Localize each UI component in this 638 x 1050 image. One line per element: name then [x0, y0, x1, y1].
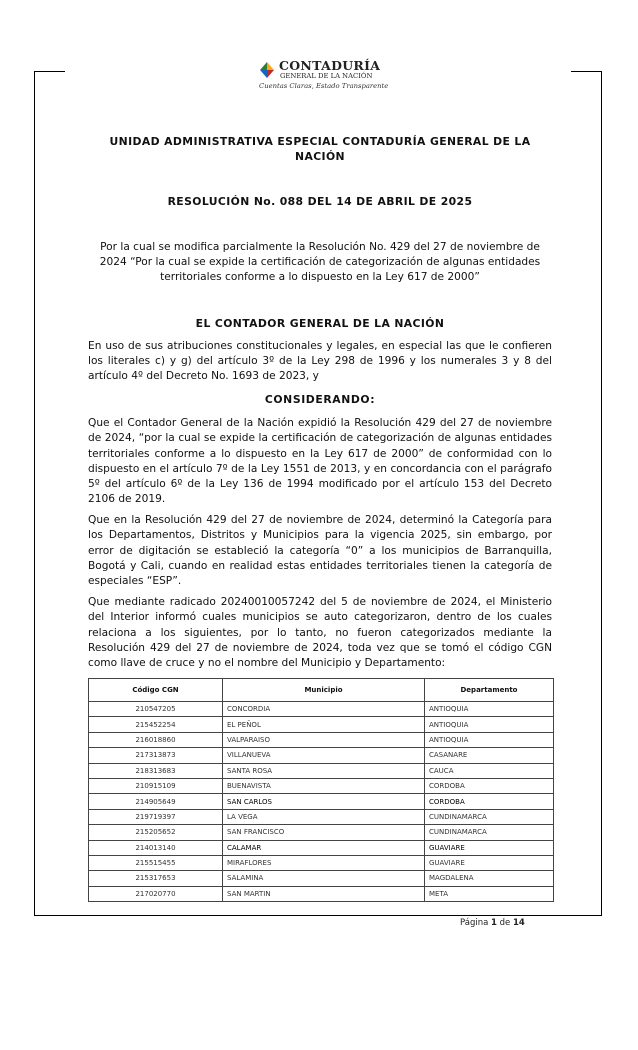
cell-code: 215452254	[89, 717, 223, 732]
frame-corner-top-left	[34, 71, 65, 72]
header-departamento: Departamento	[425, 679, 554, 702]
intro-paragraph: En uso de sus atribuciones constitucionales y legales, en especial las que le confieren los literales c) y g) del artículo 3º de la Ley 298 de 1996 y los numerales 3 y 8 del artículo 4º del Decreto No. 1693 de 2023, y	[88, 340, 552, 382]
cell-municipio: VALPARAISO	[223, 732, 425, 747]
cell-municipio: SAN FRANCISCO	[223, 825, 425, 840]
frame-right-border	[601, 71, 602, 916]
logo-subtitle: GENERAL DE LA NACIÓN	[280, 72, 373, 80]
cell-departamento: GUAVIARE	[425, 855, 554, 870]
cell-municipio: SALAMINA	[223, 871, 425, 886]
cell-code: 217313873	[89, 748, 223, 763]
municipalities-table	[88, 678, 553, 902]
table-row	[89, 871, 554, 886]
considerando-paragraph-3: Que mediante radicado 20240010057242 del 5 de noviembre de 2024, el Ministerio del Interior informó cuales municipios se auto categorizaron, dentro de los cuales relaciona a los siguientes, por lo tanto, no fueron categorizados mediante la Resolución 429 del 27 de noviembre de 2024, toda vez que se tomó el código CGN como llave de cruce y no el nombre del Municipio y Departamento:	[88, 596, 552, 670]
considerando-paragraph-2: Que en la Resolución 429 del 27 de noviembre de 2024, determinó la Categoría para los Departamentos, Distritos y Municipios para la vigencia 2025, sin embargo, por error de digitación se estableció la categoría “0” a los municipios de Barranquilla, Bogotá y Cali, cuando en realidad estas entidades territoriales tienen la categoría de especiales “ESP”.	[88, 514, 552, 588]
resolution-number: RESOLUCIÓN No. 088 DEL 14 DE ABRIL DE 2025	[167, 195, 473, 208]
cell-departamento: GUAVIARE	[425, 840, 554, 855]
cell-municipio: MIRAFLORES	[223, 855, 425, 870]
header-codigo-cgn: Código CGN	[89, 679, 223, 702]
table-row	[89, 717, 554, 732]
cell-code: 214013140	[89, 840, 223, 855]
cell-departamento: ANTIOQUIA	[425, 717, 554, 732]
cell-municipio: VILLANUEVA	[223, 748, 425, 763]
cell-departamento: CUNDINAMARCA	[425, 809, 554, 824]
page-current: 1	[491, 918, 497, 928]
considerando-heading: CONSIDERANDO:	[264, 393, 376, 406]
table-row	[89, 886, 554, 901]
table-row	[89, 748, 554, 763]
cell-municipio: CONCORDIA	[223, 702, 425, 717]
cell-code: 215205652	[89, 825, 223, 840]
cell-municipio: SAN MARTIN	[223, 886, 425, 901]
of-word: de	[499, 918, 511, 928]
table-row	[89, 825, 554, 840]
cell-code: 218313683	[89, 763, 223, 778]
cell-departamento: ANTIOQUIA	[425, 702, 554, 717]
considerando-paragraph-1: Que el Contador General de la Nación expidió la Resolución 429 del 27 de noviembre de 2024, “por la cual se expide la certificación de categorización de algunas entidades territoriales conforme a lo dispuesto en la Ley 617 de 2000” de conformidad con lo dispuesto en el artículo 7º de la Ley 1551 de 2013, y en concordancia con el parágrafo 5º del artículo 6º de la Ley 136 de 1994 modificado por el artículo 153 del Decreto 2106 de 2019.	[88, 417, 552, 506]
page-footer	[460, 918, 525, 928]
signer-heading: EL CONTADOR GENERAL DE LA NACIÓN	[195, 317, 445, 330]
frame-bottom-border	[34, 915, 602, 916]
cell-departamento: CORDOBA	[425, 778, 554, 793]
cell-code: 217020770	[89, 886, 223, 901]
logo-name: CONTADURÍA	[279, 58, 381, 73]
table-row	[89, 702, 554, 717]
cell-municipio: LA VEGA	[223, 809, 425, 824]
logo-mark-icon	[258, 60, 276, 80]
cell-code: 210915109	[89, 778, 223, 793]
cell-departamento: ANTIOQUIA	[425, 732, 554, 747]
cell-municipio: SANTA ROSA	[223, 763, 425, 778]
header-municipio: Municipio	[223, 679, 425, 702]
cell-municipio: SAN CARLOS	[223, 794, 425, 809]
cell-departamento: MAGDALENA	[425, 871, 554, 886]
cell-departamento: CAUCA	[425, 763, 554, 778]
table-row	[89, 809, 554, 824]
table-row	[89, 840, 554, 855]
contaduria-logo	[258, 56, 388, 92]
table-row	[89, 763, 554, 778]
frame-left-border	[34, 71, 35, 916]
table-header-row	[89, 679, 554, 702]
cell-municipio: BUENAVISTA	[223, 778, 425, 793]
table-row	[89, 794, 554, 809]
cell-code: 215317653	[89, 871, 223, 886]
page-total: 14	[512, 918, 525, 928]
cell-code: 214905649	[89, 794, 223, 809]
logo-tagline: Cuentas Claras, Estado Transparente	[259, 82, 389, 90]
cell-municipio: EL PEÑOL	[223, 717, 425, 732]
cell-departamento: CORDOBA	[425, 794, 554, 809]
cell-code: 219719397	[89, 809, 223, 824]
cell-code: 210547205	[89, 702, 223, 717]
cell-code: 215515455	[89, 855, 223, 870]
cell-departamento: CASANARE	[425, 748, 554, 763]
cell-municipio: CALAMAR	[223, 840, 425, 855]
cell-departamento: CUNDINAMARCA	[425, 825, 554, 840]
table-row	[89, 855, 554, 870]
page-word: Página	[460, 918, 489, 928]
cell-code: 216018860	[89, 732, 223, 747]
table-row	[89, 732, 554, 747]
table-row	[89, 778, 554, 793]
resolution-summary: Por la cual se modifica parcialmente la Resolución No. 429 del 27 de noviembre de 2024 “Por la cual se expide la certificación de categorización de algunas entidades territoriales conforme a lo dispuesto en la Ley 617 de 2000”	[99, 241, 541, 283]
cell-departamento: META	[425, 886, 554, 901]
document-title: UNIDAD ADMINISTRATIVA ESPECIAL CONTADURÍA GENERAL DE LA NACIÓN	[109, 135, 531, 163]
frame-corner-top-right	[571, 71, 602, 72]
